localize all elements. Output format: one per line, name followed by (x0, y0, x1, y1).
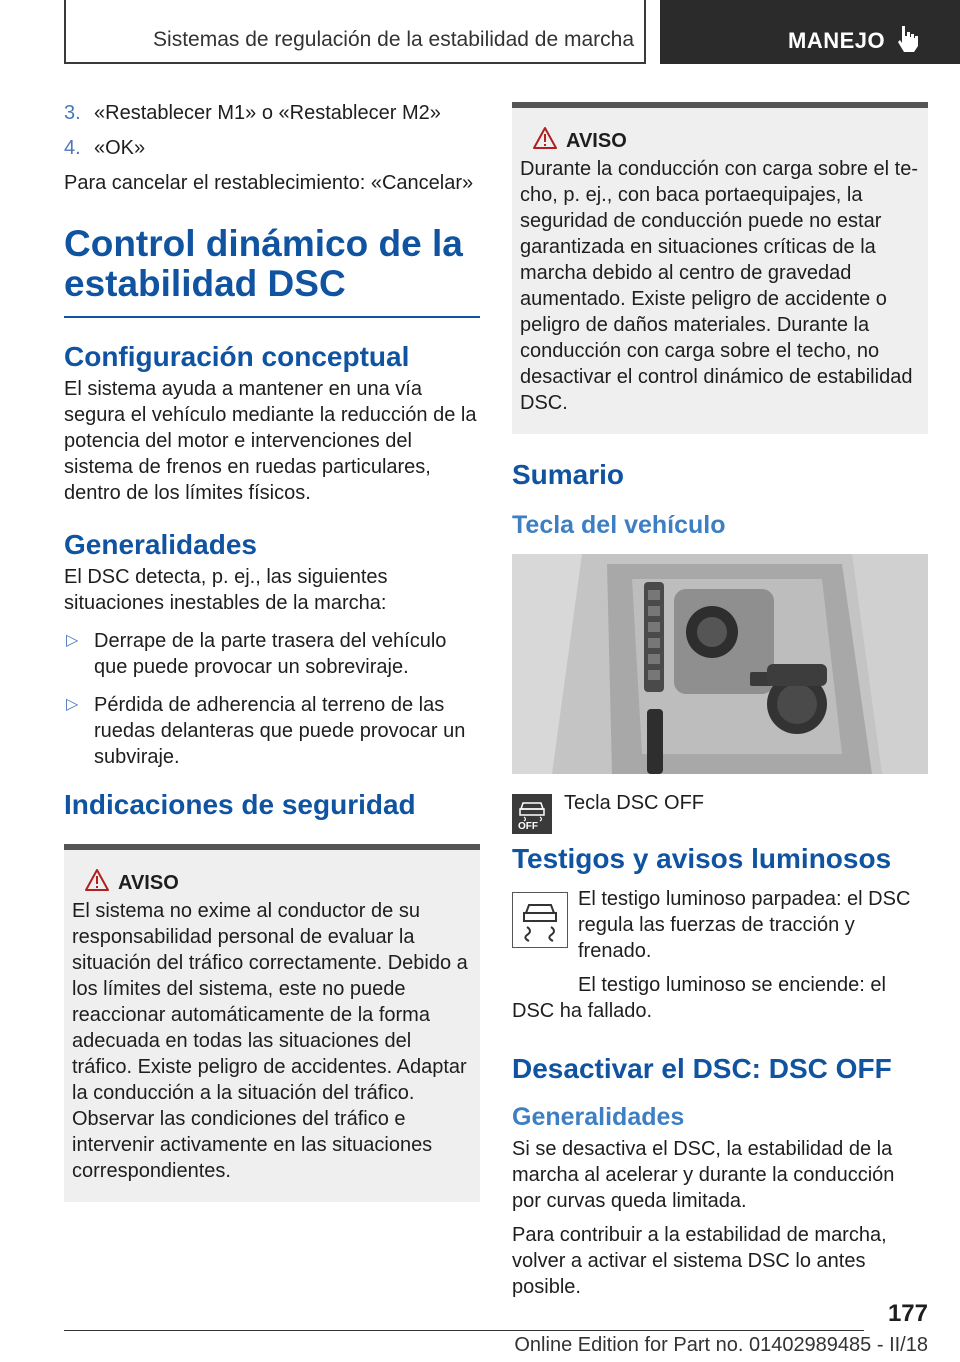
warning-triangle-icon (84, 868, 110, 892)
bullet-item (64, 692, 480, 770)
deactivate-text-1: Si se desactiva el DSC, la estabilidad de la marcha al acelerar y durante la conducción por curvas queda limitada. (512, 1138, 895, 1212)
triangle-bullet-icon: ▷ (66, 696, 79, 713)
section-title: Sistemas de regulación de la estabilidad de marcha (64, 0, 646, 64)
button-heading: Tecla del vehículo (512, 511, 726, 539)
bullet-text: Pérdida de adherencia al terreno de las ruedas delanteras que puede provocar un subviraje. (94, 694, 466, 768)
lights-block (512, 886, 928, 1024)
page-number: 177 (887, 1300, 928, 1327)
step-item (64, 100, 480, 126)
hand-pointer-icon (896, 24, 918, 52)
right-column (512, 102, 928, 1300)
lights-heading: Testigos y avisos luminosos (512, 843, 892, 874)
car-skid-lines-icon (513, 893, 567, 947)
footer-divider (64, 1330, 864, 1331)
stability-indicator-icon (512, 892, 568, 948)
concept-heading: Configuración conceptual (64, 341, 410, 372)
dsc-off-icon-label: OFF (518, 821, 538, 832)
warning-box (64, 844, 480, 1202)
warning-title: AVISO (118, 872, 179, 894)
step-number: 4. (64, 137, 81, 159)
warning-text: Durante la conducción con carga sobre el techo, p. ej., con baca portaequipajes, la seguridad de conducción puede no estar garantizada en situaciones críticas de la marcha debido al centro de gravedad aumentado. Existe peligro de accidente o peligro de daños materiales. Durante la conducción con carga sobre el techo, no desactivar el control dinámico de estabilidad DSC. (520, 158, 919, 414)
center-console-image (512, 554, 928, 774)
general-text: El DSC detecta, p. ej., las siguientes situaciones inestables de la marcha: (64, 566, 388, 614)
warning-text: El sistema no exime al conductor de su responsabilidad personal de evaluar la situación del tráfico correctamente. Debido a los límites del sistema, este no puede reaccionar automáticamente de la forma adecuada en todas las situaciones del tráfico. Existe peligro de accidentes. Adaptar la conducción a la situación del tráfico. Observar las condiciones del tráfico e intervenir activamente en las situaciones correspondientes. (72, 900, 468, 1182)
deactivate-heading: Desactivar el DSC: DSC OFF (512, 1053, 892, 1084)
step-text: «OK» (94, 137, 146, 159)
chapter-tab (660, 0, 960, 64)
page-header (0, 0, 960, 64)
bullet-item (64, 628, 480, 680)
dsc-off-icon (512, 794, 552, 834)
footer-edition: Online Edition for Part no. 01402989485 - II/18 (514, 1334, 928, 1356)
main-heading: Control dinámico de la estabilidad DSC (64, 224, 480, 318)
triangle-bullet-icon: ▷ (66, 632, 79, 649)
chapter-tab-label: MANEJO (788, 28, 886, 53)
lights-text-on: El testigo luminoso se enciende: el DSC ha fallado. (512, 974, 886, 1022)
step-number: 3. (64, 102, 81, 124)
bullet-list (64, 628, 480, 770)
deactivate-subheading: Generalidades (512, 1103, 685, 1131)
general-heading: Generalidades (64, 529, 257, 560)
bullet-text: Derrape de la parte trasera del vehículo que puede provocar un sobreviraje. (94, 630, 447, 678)
dsc-off-caption-text: Tecla DSC OFF (564, 792, 705, 814)
cancel-text: Para cancelar el restablecimiento: «Cancelar» (64, 172, 474, 194)
safety-heading: Indicaciones de seguridad (64, 789, 416, 820)
center-console-photo (512, 554, 928, 774)
warning-title: AVISO (566, 130, 627, 152)
lights-text-flashing: El testigo luminoso parpadea: el DSC regula las fuerzas de tracción y frenado. (578, 888, 911, 962)
warning-header (72, 868, 472, 894)
left-column (64, 100, 480, 1202)
dsc-off-caption (512, 794, 928, 838)
step-list (64, 100, 480, 161)
deactivate-text-2: Para contribuir a la estabilidad de marcha, volver a activar el sistema DSC lo antes posible. (512, 1224, 887, 1298)
concept-text: El sistema ayuda a mantener en una vía segura el vehículo mediante la reducción de la potencia del motor e intervenciones del sistema de frenos en ruedas particulares, dentro de los límites físicos. (64, 378, 477, 504)
summary-heading: Sumario (512, 459, 625, 490)
warning-header (520, 126, 920, 152)
step-item (64, 135, 480, 161)
step-text: «Restablecer M1» o «Restablecer M2» (94, 102, 441, 124)
warning-triangle-icon (532, 126, 558, 150)
warning-box (512, 102, 928, 434)
